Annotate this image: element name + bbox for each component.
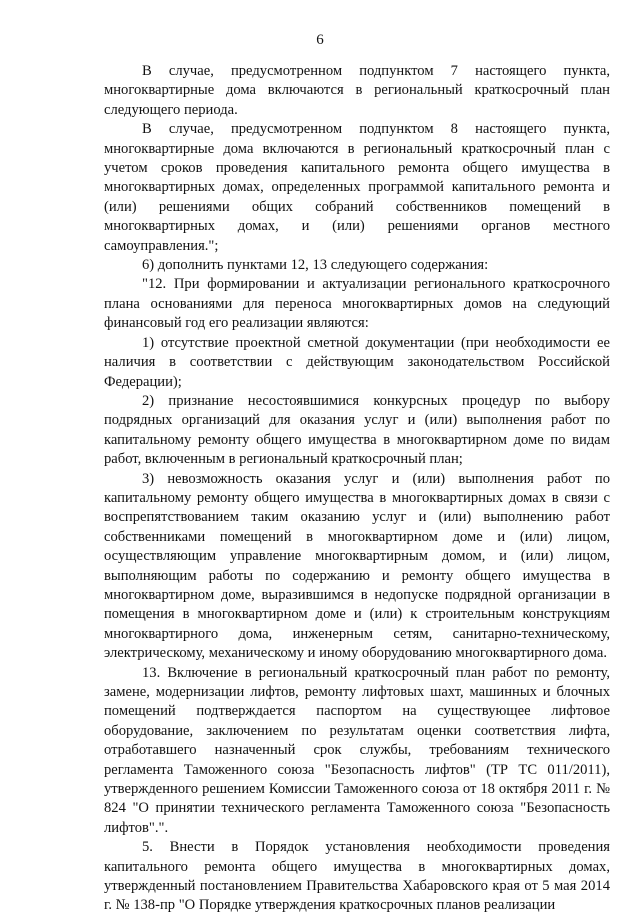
page-number: 6 bbox=[316, 32, 324, 48]
paragraph-item-13: 13. Включение в региональный краткосрочный план работ по ремонту, замене, модернизации лифтов, ремонту лифтовых шахт, машинных и блочных помещений подтверждается паспортом на существующее лифтовое оборудование, заключением по результатам оценки соответствия лифта, отработавшего назначенный срок службы, требованиям технического регламента Таможенного союза "Безопасность лифтов" (ТР ТС 011/2011), утвержденного решением Комиссии Таможенного союза от 18 октября 2011 г. № 824 "О принятии технического регламента Таможенного союза "Безопасность лифтов".". bbox=[104, 664, 610, 836]
paragraph-subpoint-7-case: В случае, предусмотренном подпунктом 7 настоящего пункта, многоквартирные дома включаются в региональный краткосрочный план следующего периода. bbox=[104, 63, 610, 118]
document-body bbox=[104, 62, 610, 916]
paragraph-item-12-3: 3) невозможность оказания услуг и (или) выполнения работ по капитальному ремонту общего имущества в многоквартирных домах в связи с воспрепятствованием таким оказанию услуг и (или) выполнению работ собственниками помещений в многоквартирном доме и (или) лицом, осуществляющим управление многоквартирным домом, и (или) лицом, выполняющим работы по содержанию и ремонту общего имущества в многоквартирном доме, выразившимся в недопуске подрядной организации в помещения в многоквартирном доме и (или) к строительным конструкциям многоквартирного дома, инженерным сетям, санитарно-техническому, электрическому, механическому и иному оборудованию многоквартирного дома. bbox=[104, 470, 610, 662]
paragraph-item-12: "12. При формировании и актуализации регионального краткосрочного плана основаниями для переноса многоквартирных домов на следующий финансовый год его реализации являются: bbox=[104, 276, 610, 332]
paragraph-amendment-6: 6) дополнить пунктами 12, 13 следующего содержания: bbox=[142, 257, 489, 274]
paragraph-item-12-1: 1) отсутствие проектной сметной документации (при необходимости ее наличия в соответствии с действующим законодательством Российской Федерации); bbox=[104, 334, 610, 390]
paragraph-item-12-2: 2) признание несостоявшимися конкурсных процедур по выбору подрядных организаций для оказания услуг и (или) выполнения работ по капитальному ремонту общего имущества в многоквартирном доме по видам работ, включенным в региональный краткосрочный план; bbox=[104, 392, 610, 468]
paragraph-section-5: 5. Внести в Порядок установления необходимости проведения капитального ремонта общего имущества в многоквартирных домах, утвержденный постановлением Правительства Хабаровского края от 5 мая 2014 г. № 138-пр "О Порядке утверждения краткосрочных планов реализации bbox=[104, 839, 610, 914]
paragraph-subpoint-8-case: В случае, предусмотренном подпунктом 8 настоящего пункта, многоквартирные дома включаются в региональный краткосрочный план с учетом сроков проведения капитального ремонта общего имущества в многоквартирных домах, определенных программой капитального ремонта и (или) решениями общих собраний собственников помещений в многоквартирных домах, и (или) решениями органов местного самоуправления."; bbox=[104, 121, 610, 254]
